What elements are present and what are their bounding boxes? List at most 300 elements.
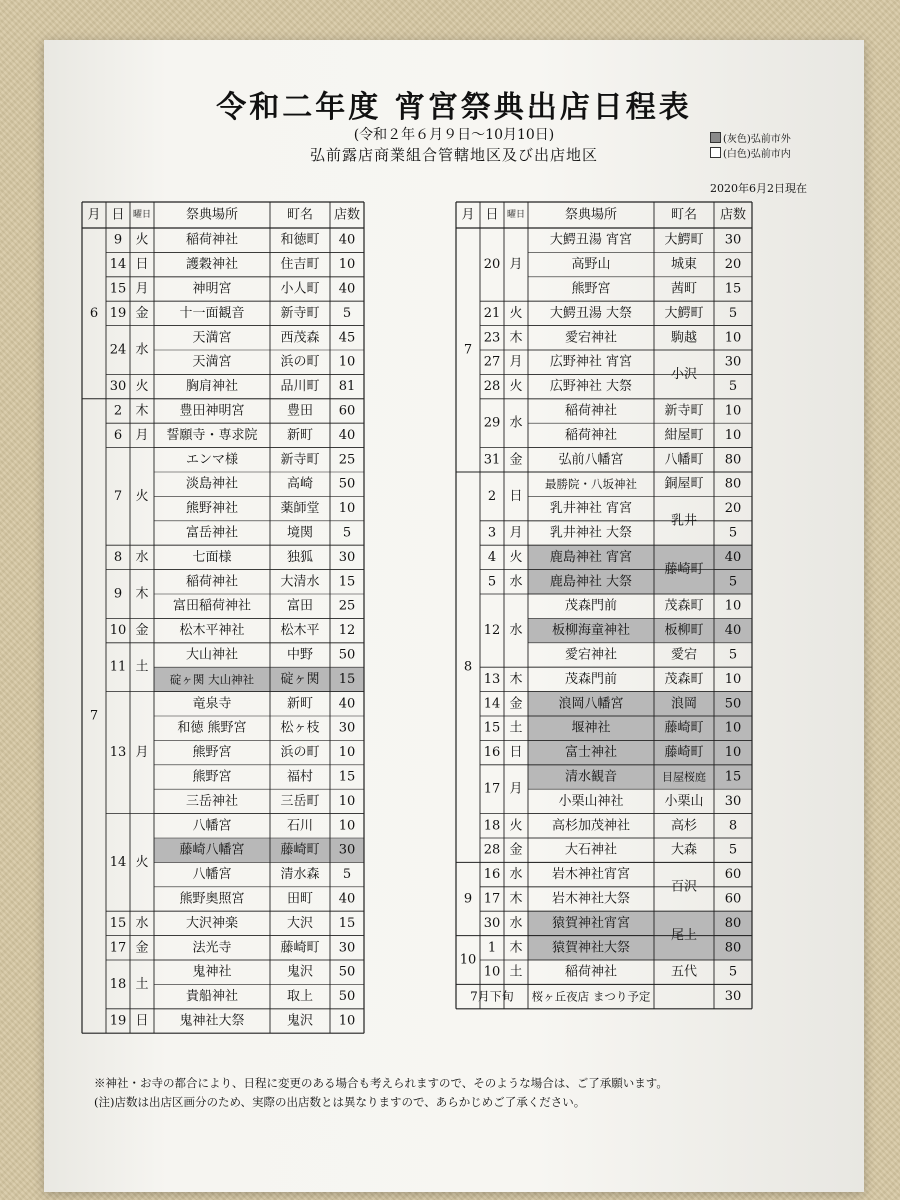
- right-day-label: 5: [487, 574, 497, 590]
- left-count-label: 15: [338, 769, 356, 785]
- right-dow-label: 土: [509, 964, 523, 980]
- right-place-label: 桜ヶ丘夜店 まつり予定: [531, 989, 651, 1004]
- left-town-label: 鬼沢: [286, 964, 314, 980]
- right-dow-label: 火: [509, 379, 523, 395]
- right-day-label: 4: [487, 549, 497, 565]
- left-count-label: 30: [338, 720, 356, 736]
- right-count-label: 80: [724, 452, 742, 468]
- left-day-label: 2: [113, 403, 123, 419]
- right-count-label: 30: [724, 354, 742, 370]
- right-count-label: 10: [724, 745, 742, 761]
- right-count-label: 5: [728, 574, 738, 590]
- right-dow-label: 金: [509, 842, 523, 858]
- right-place-label: 広野神社 大祭: [549, 379, 633, 395]
- right-count-label: 30: [724, 989, 742, 1005]
- left-day-label: 14: [109, 854, 127, 870]
- right-count-label: 8: [728, 818, 738, 834]
- right-town-label: 小栗山: [664, 793, 704, 809]
- right-dow-label: 水: [509, 574, 523, 590]
- left-place-label: 稲荷神社: [185, 574, 239, 590]
- right-place-label: 大鰐丑湯 宵宮: [549, 232, 633, 248]
- left-dow-label: 火: [135, 232, 149, 248]
- right-day-label: 21: [483, 305, 501, 321]
- left-town-label: 大沢: [286, 915, 314, 931]
- right-count-label: 5: [728, 647, 738, 663]
- left-place-label: 法光寺: [192, 940, 232, 956]
- right-place-label: 茂森門前: [564, 671, 618, 687]
- left-count-label: 50: [338, 647, 356, 663]
- left-dow-label: 金: [135, 940, 149, 956]
- left-town-label: 藤崎町: [280, 842, 320, 858]
- left-place-label: 貴船神社: [185, 989, 239, 1005]
- right-day-label: 27: [483, 354, 501, 370]
- right-town-label: 大森: [670, 842, 698, 858]
- right-town-label: 浪岡: [670, 696, 698, 712]
- right-place-label: 乳井神社 大祭: [549, 525, 633, 541]
- right-place-label: 岩木神社大祭: [551, 891, 631, 907]
- left-place-label: 熊野神社: [185, 501, 239, 517]
- right-count-label: 10: [724, 720, 742, 736]
- left-count-label: 10: [338, 1013, 356, 1029]
- right-count-label: 5: [728, 379, 738, 395]
- right-town-label: 茂森町: [664, 671, 704, 687]
- right-dow-label: 木: [509, 891, 523, 907]
- right-month-label: 9: [463, 891, 473, 907]
- left-town-label: 豊田: [286, 403, 314, 419]
- right-dow-label: 水: [509, 415, 523, 431]
- left-dow-label: 火: [135, 854, 149, 870]
- period-subtitle: (令和２年６月９日～10月10日): [353, 127, 555, 143]
- right-town-label: 小沢: [670, 366, 698, 382]
- left-place-label: 松木平神社: [179, 623, 245, 639]
- right-day-label: 2: [487, 488, 497, 504]
- right-place-label: 大石神社: [564, 842, 618, 858]
- left-place-label: 碇ヶ関 大山神社: [169, 672, 255, 687]
- right-place-label: 猿賀神社大祭: [551, 940, 631, 956]
- left-place-label: エンマ様: [185, 452, 239, 468]
- left-count-label: 10: [338, 354, 356, 370]
- right-place-label: 茂森門前: [564, 598, 618, 614]
- right-place-label: 熊野宮: [571, 281, 611, 297]
- right-town-label: 茂森町: [664, 598, 704, 614]
- left-town-label: 独狐: [286, 549, 314, 565]
- left-dow-label: 火: [135, 488, 149, 504]
- left-town-label: 新町: [286, 696, 314, 712]
- left-dow-label: 金: [135, 305, 149, 321]
- right-place-label: 猿賀神社宵宮: [551, 915, 631, 931]
- right-dow-label: 金: [509, 452, 523, 468]
- left-month-label: 7: [89, 708, 99, 724]
- right-count-label: 40: [724, 623, 742, 639]
- left-dow-label: 水: [135, 549, 149, 565]
- right-span-label: 7月下旬: [470, 989, 514, 1004]
- right-dow-label: 日: [509, 745, 523, 761]
- right-dow-label: 火: [509, 305, 523, 321]
- left-place-label: 稲荷神社: [185, 232, 239, 248]
- left-count-label: 30: [338, 549, 356, 565]
- right-day-label: 16: [483, 867, 501, 883]
- left-place-label: 熊野宮: [192, 769, 232, 785]
- right-count-label: 80: [724, 940, 742, 956]
- right-place-label: 清水観音: [564, 769, 618, 785]
- right-count-label: 15: [724, 281, 742, 297]
- left-count-label: 5: [342, 305, 352, 321]
- right-count-label: 10: [724, 671, 742, 687]
- right-place-label: 愛宕神社: [564, 647, 618, 663]
- right-place-label: 小栗山神社: [558, 793, 624, 809]
- left-day-label: 8: [113, 549, 123, 565]
- left-town-label: 小人町: [280, 281, 320, 297]
- left-town-label: 松ヶ枝: [280, 720, 320, 736]
- left-count-label: 81: [338, 379, 356, 395]
- right-dow-label: 月: [509, 525, 523, 541]
- right-count-label: 20: [724, 501, 742, 517]
- left-day-label: 19: [109, 1013, 127, 1029]
- right-count-label: 80: [724, 476, 742, 492]
- left-dow-label: 日: [135, 257, 149, 273]
- right-dow-label: 木: [509, 671, 523, 687]
- right-count-label: 5: [728, 525, 738, 541]
- right-town-label: 八幡町: [664, 452, 704, 468]
- left-place-label: 護穀神社: [185, 257, 239, 273]
- left-place-label: 竜泉寺: [192, 696, 232, 712]
- left-town-label: 清水森: [280, 867, 320, 883]
- left-place-label: 天満宮: [192, 330, 232, 346]
- right-place-label: 愛宕神社: [564, 330, 618, 346]
- left-town-label: 大清水: [280, 574, 320, 590]
- left-count-label: 40: [338, 891, 356, 907]
- left-day-label: 11: [109, 659, 127, 675]
- right-day-label: 31: [483, 452, 501, 468]
- left-town-label: 三岳町: [280, 793, 320, 809]
- right-count-label: 30: [724, 793, 742, 809]
- left-count-label: 50: [338, 964, 356, 980]
- right-day-label: 17: [483, 891, 501, 907]
- right-town-label: 尾上: [670, 928, 698, 944]
- left-place-label: 淡島神社: [185, 476, 239, 492]
- right-count-label: 10: [724, 330, 742, 346]
- right-count-label: 20: [724, 257, 742, 273]
- right-day-label: 18: [483, 818, 501, 834]
- left-day-label: 15: [109, 281, 127, 297]
- right-dow-label: 月: [509, 781, 523, 797]
- right-place-label: 稲荷神社: [564, 427, 618, 443]
- left-town-label: 藤崎町: [280, 940, 320, 956]
- right-day-label: 14: [483, 696, 501, 712]
- left-town-label: 西茂森: [280, 330, 320, 346]
- right-town-label: 新寺町: [664, 403, 704, 419]
- left-town-label: 浜の町: [280, 354, 320, 370]
- right-dow-label: 火: [509, 549, 523, 565]
- right-day-label: 1: [487, 940, 497, 956]
- right-town-label: 紺屋町: [664, 427, 704, 443]
- right-town-label: 藤崎町: [664, 745, 704, 761]
- right-place-label: 稲荷神社: [564, 964, 618, 980]
- left-day-label: 7: [113, 488, 123, 504]
- right-day-label: 16: [483, 745, 501, 761]
- right-month-label: 10: [459, 952, 477, 968]
- right-header-3: 祭典場所: [564, 207, 618, 223]
- right-place-label: 高杉加茂神社: [551, 818, 631, 834]
- notes: [94, 1074, 668, 1112]
- left-count-label: 40: [338, 427, 356, 443]
- left-count-label: 10: [338, 501, 356, 517]
- left-town-label: 富田: [286, 598, 314, 614]
- right-day-label: 15: [483, 720, 501, 736]
- left-header-2: 曜日: [132, 210, 152, 220]
- left-dow-label: 木: [135, 586, 149, 602]
- left-count-label: 15: [338, 574, 356, 590]
- left-header-4: 町名: [286, 207, 314, 223]
- right-town-label: 目屋桜庭: [662, 770, 706, 784]
- right-dow-label: 火: [509, 818, 523, 834]
- right-town-label: 銅屋町: [664, 476, 704, 492]
- right-town-label: 五代: [670, 964, 698, 980]
- left-town-label: 浜の町: [280, 745, 320, 761]
- right-count-label: 5: [728, 842, 738, 858]
- left-count-label: 30: [338, 940, 356, 956]
- left-place-label: 十一面観音: [179, 305, 245, 321]
- left-dow-label: 月: [135, 745, 149, 761]
- right-dow-label: 土: [509, 720, 523, 736]
- left-day-label: 10: [109, 623, 127, 639]
- right-day-label: 28: [483, 842, 501, 858]
- right-day-label: 10: [483, 964, 501, 980]
- right-town-label: 愛宕: [670, 647, 698, 663]
- right-dow-label: 金: [509, 696, 523, 712]
- right-town-label: 駒越: [670, 330, 698, 346]
- right-count-label: 60: [724, 891, 742, 907]
- note-1: ※神社・お寺の都合により、日程に変更のある場合も考えられますので、そのような場合は、ご了承願います。: [94, 1076, 668, 1090]
- page-title: 令和二年度 宵宮祭典出店日程表: [216, 90, 692, 125]
- left-count-label: 25: [338, 452, 356, 468]
- left-header-5: 店数: [333, 207, 361, 223]
- left-count-label: 5: [342, 867, 352, 883]
- left-day-label: 15: [109, 915, 127, 931]
- left-place-label: 和徳 熊野宮: [177, 720, 247, 736]
- left-town-label: 薬師堂: [280, 501, 320, 517]
- left-day-label: 9: [113, 232, 123, 248]
- left-town-label: 取上: [286, 989, 314, 1005]
- left-town-label: 品川町: [280, 379, 320, 395]
- right-place-label: 大鰐丑湯 大祭: [549, 305, 633, 321]
- right-header-2: 曜日: [506, 210, 526, 220]
- right-count-label: 10: [724, 598, 742, 614]
- left-header-0: 月: [87, 207, 101, 223]
- right-day-label: 12: [483, 623, 501, 639]
- left-town-label: 境関: [286, 525, 314, 541]
- left-place-label: 熊野奥照宮: [179, 891, 245, 907]
- right-dow-label: 月: [509, 354, 523, 370]
- right-day-label: 17: [483, 781, 501, 797]
- left-count-label: 10: [338, 818, 356, 834]
- right-count-label: 30: [724, 232, 742, 248]
- right-place-label: 乳井神社 宵宮: [549, 501, 633, 517]
- legend-white-label: (白色)弘前市内: [723, 149, 791, 160]
- left-place-label: 誓願寺・専求院: [166, 427, 258, 443]
- left-town-label: 新寺町: [280, 305, 320, 321]
- left-place-label: 胸肩神社: [185, 379, 239, 395]
- left-town-label: 松木平: [280, 623, 320, 639]
- right-header-4: 町名: [670, 207, 698, 223]
- right-place-label: 稲荷神社: [564, 403, 618, 419]
- right-town-label: 大鰐町: [664, 232, 704, 248]
- left-count-label: 60: [338, 403, 356, 419]
- right-header-5: 店数: [719, 207, 747, 223]
- right-count-label: 5: [728, 305, 738, 321]
- left-day-label: 6: [113, 427, 123, 443]
- right-dow-label: 水: [509, 915, 523, 931]
- left-count-label: 45: [338, 330, 356, 346]
- left-day-label: 17: [109, 940, 127, 956]
- right-header-0: 月: [461, 207, 475, 223]
- left-place-label: 富岳神社: [185, 525, 239, 541]
- right-count-label: 50: [724, 696, 742, 712]
- right-place-label: 鹿島神社 宵宮: [549, 549, 633, 565]
- left-count-label: 10: [338, 793, 356, 809]
- left-place-label: 三岳神社: [185, 793, 239, 809]
- left-town-label: 新町: [286, 427, 314, 443]
- left-day-label: 24: [109, 342, 127, 358]
- schedule-tables: [44, 40, 864, 1192]
- left-dow-label: 火: [135, 379, 149, 395]
- right-dow-label: 水: [509, 623, 523, 639]
- right-dow-label: 日: [509, 488, 523, 504]
- left-count-label: 40: [338, 232, 356, 248]
- left-town-label: 高崎: [286, 476, 314, 492]
- right-place-label: 浪岡八幡宮: [558, 696, 624, 712]
- right-town-label: 藤崎町: [664, 720, 704, 736]
- left-dow-label: 土: [135, 659, 149, 675]
- left-place-label: 神明宮: [192, 281, 232, 297]
- right-count-label: 10: [724, 403, 742, 419]
- note-2: (注)店数は出店区画分のため、実際の出店数とは異なりますので、あらかじめご了承ください。: [94, 1095, 586, 1109]
- left-place-label: 八幡宮: [192, 867, 232, 883]
- right-count-label: 60: [724, 867, 742, 883]
- right-place-label: 岩木神社宵宮: [551, 867, 631, 883]
- left-town-label: 福村: [286, 769, 314, 785]
- right-day-label: 3: [487, 525, 497, 541]
- right-town-label: 高杉: [670, 818, 698, 834]
- right-day-label: 30: [483, 915, 501, 931]
- paper-sheet: [44, 40, 864, 1192]
- left-place-label: 藤崎八幡宮: [179, 842, 245, 858]
- right-day-label: 29: [483, 415, 501, 431]
- left-dow-label: 金: [135, 623, 149, 639]
- left-town-label: 鬼沢: [286, 1013, 314, 1029]
- right-header-1: 日: [485, 207, 499, 223]
- right-dow-label: 木: [509, 330, 523, 346]
- left-count-label: 25: [338, 598, 356, 614]
- right-town-label: 百沢: [670, 879, 698, 895]
- left-place-label: 天満宮: [192, 354, 232, 370]
- left-count-label: 10: [338, 257, 356, 273]
- right-town-label: 城東: [670, 257, 698, 273]
- left-count-label: 15: [338, 915, 356, 931]
- district-subtitle: 弘前露店商業組合管轄地区及び出店地区: [309, 146, 598, 164]
- left-place-label: 豊田神明宮: [179, 403, 245, 419]
- left-month-label: 6: [89, 305, 99, 321]
- right-place-label: 堰神社: [571, 720, 611, 736]
- as-of-date: 2020年6月2日現在: [710, 182, 807, 195]
- left-place-label: 富田稲荷神社: [172, 598, 252, 614]
- left-place-label: 八幡宮: [192, 818, 232, 834]
- left-place-label: 七面様: [192, 549, 232, 565]
- right-gray-cell-bg: [528, 765, 752, 789]
- right-place-label: 高野山: [571, 257, 611, 273]
- right-town-label: 茜町: [670, 281, 698, 297]
- right-dow-label: 月: [509, 257, 523, 273]
- left-place-label: 鬼神社: [192, 964, 232, 980]
- left-count-label: 40: [338, 696, 356, 712]
- legend-gray-label: (灰色)弘前市外: [723, 134, 791, 145]
- left-header-3: 祭典場所: [185, 207, 239, 223]
- right-town-label: 大鰐町: [664, 305, 704, 321]
- left-dow-label: 月: [135, 427, 149, 443]
- left-town-label: 住吉町: [280, 257, 320, 273]
- left-count-label: 12: [338, 623, 356, 639]
- right-day-label: 23: [483, 330, 501, 346]
- right-town-label: 乳井: [670, 513, 698, 529]
- left-day-label: 30: [109, 379, 127, 395]
- left-count-label: 50: [338, 989, 356, 1005]
- left-count-label: 50: [338, 476, 356, 492]
- right-month-label: 7: [463, 342, 473, 358]
- left-count-label: 30: [338, 842, 356, 858]
- left-day-label: 18: [109, 976, 127, 992]
- left-count-label: 10: [338, 745, 356, 761]
- left-count-label: 5: [342, 525, 352, 541]
- left-town-label: 和徳町: [280, 232, 320, 248]
- left-place-label: 大山神社: [185, 647, 239, 663]
- left-day-label: 19: [109, 305, 127, 321]
- right-gray-cell-bg: [528, 740, 752, 764]
- right-place-label: 最勝院・八坂神社: [545, 477, 637, 492]
- left-day-label: 9: [113, 586, 123, 602]
- right-gray-cell-bg: [528, 716, 752, 740]
- left-day-label: 13: [109, 745, 127, 761]
- right-count-label: 15: [724, 769, 742, 785]
- right-day-label: 13: [483, 671, 501, 687]
- right-count-label: 5: [728, 964, 738, 980]
- right-count-label: 10: [724, 427, 742, 443]
- left-place-label: 鬼神社大祭: [179, 1013, 245, 1029]
- left-dow-label: 土: [135, 976, 149, 992]
- left-town-label: 石川: [286, 818, 314, 834]
- left-town-label: 田町: [286, 891, 314, 907]
- right-place-label: 富士神社: [564, 745, 618, 761]
- right-day-label: 28: [483, 379, 501, 395]
- right-place-label: 板柳海童神社: [551, 623, 631, 639]
- left-town-label: 中野: [286, 647, 314, 663]
- right-dow-label: 木: [509, 940, 523, 956]
- right-day-label: 20: [483, 257, 501, 273]
- right-month-label: 8: [463, 659, 473, 675]
- left-dow-label: 木: [135, 403, 149, 419]
- left-place-label: 熊野宮: [192, 745, 232, 761]
- right-town-label: 板柳町: [664, 623, 704, 639]
- right-dow-label: 水: [509, 867, 523, 883]
- left-town-label: 新寺町: [280, 452, 320, 468]
- left-count-label: 40: [338, 281, 356, 297]
- right-count-label: 40: [724, 549, 742, 565]
- left-dow-label: 月: [135, 281, 149, 297]
- left-town-label: 碇ヶ関: [280, 671, 320, 687]
- left-dow-label: 水: [135, 915, 149, 931]
- right-place-label: 鹿島神社 大祭: [549, 574, 633, 590]
- left-count-label: 15: [338, 671, 356, 687]
- left-day-label: 14: [109, 257, 127, 273]
